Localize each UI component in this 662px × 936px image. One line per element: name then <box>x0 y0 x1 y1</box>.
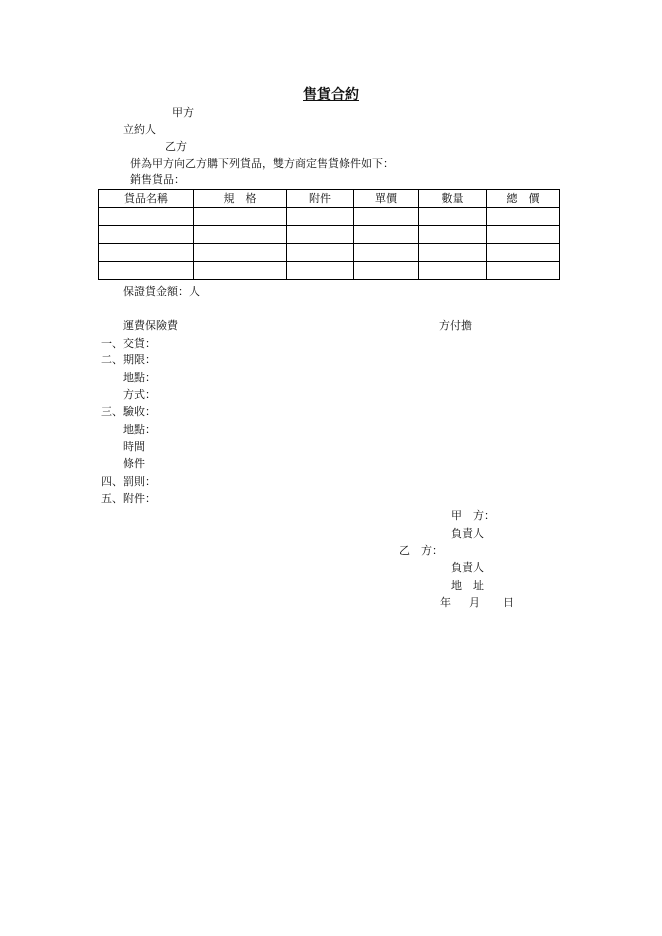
inspection-condition: 條件 <box>123 457 145 470</box>
shipping-insurance: 運費保險費 <box>123 319 178 332</box>
table-cell <box>354 226 419 244</box>
signature-party-a: 甲 方： <box>451 509 495 522</box>
table-cell <box>194 244 287 262</box>
table-cell <box>487 226 560 244</box>
date-year: 年 <box>440 596 451 609</box>
header-cell: 單價 <box>354 190 419 208</box>
clause-attachment: 五、附件： <box>101 492 156 505</box>
clause-delivery: 一、交貨： <box>101 337 156 350</box>
table-cell <box>419 226 487 244</box>
inspection-time: 時間 <box>123 440 145 453</box>
table-cell <box>99 244 194 262</box>
table-cell <box>194 262 287 280</box>
guarantee-amount: 保證貨金額：人 <box>123 285 200 298</box>
table-cell <box>419 208 487 226</box>
term-method: 方式： <box>123 388 156 401</box>
header-cell: 附件 <box>287 190 354 208</box>
table-header-row <box>99 190 560 208</box>
party-a-label: 甲方 <box>172 106 194 119</box>
table-cell <box>354 208 419 226</box>
table-cell <box>419 262 487 280</box>
header-cell: 貨品名稱 <box>99 190 194 208</box>
document-title: 售貨合約 <box>303 87 359 103</box>
clause-penalty: 四、罰則： <box>101 475 156 488</box>
table-cell <box>99 262 194 280</box>
party-b-representative: 負責人 <box>451 561 484 574</box>
table-cell <box>194 208 287 226</box>
table-cell <box>99 208 194 226</box>
paid-by: 方付擔 <box>439 319 472 332</box>
table-row <box>99 226 560 244</box>
table-cell <box>287 208 354 226</box>
clause-term: 二、期限： <box>101 353 156 366</box>
goods-heading: 銷售貨品： <box>130 173 185 186</box>
table-cell <box>419 244 487 262</box>
inspection-location: 地點： <box>123 423 156 436</box>
date-month: 月 <box>469 596 480 609</box>
table-cell <box>99 226 194 244</box>
header-cell: 規 格 <box>194 190 287 208</box>
table-cell <box>287 244 354 262</box>
clause-inspection: 三、驗收： <box>101 405 156 418</box>
intro-text: 併為甲方向乙方購下列貨品，雙方商定售貨條件如下： <box>130 157 394 170</box>
party-a-representative: 負責人 <box>451 527 484 540</box>
table-cell <box>194 226 287 244</box>
date-day: 日 <box>503 596 514 609</box>
signature-party-b: 乙 方： <box>399 544 443 557</box>
table-row <box>99 244 560 262</box>
header-cell: 總 價 <box>487 190 560 208</box>
signatory-label: 立約人 <box>123 123 156 136</box>
header-cell: 數量 <box>419 190 487 208</box>
table-cell <box>487 244 560 262</box>
table-cell <box>287 226 354 244</box>
term-location: 地點： <box>123 371 156 384</box>
address-label: 地 址 <box>451 579 484 592</box>
table-row <box>99 262 560 280</box>
table-cell <box>487 262 560 280</box>
table-row <box>99 208 560 226</box>
table-cell <box>354 244 419 262</box>
table-cell <box>354 262 419 280</box>
goods-table <box>98 189 560 280</box>
table-cell <box>287 262 354 280</box>
table-cell <box>487 208 560 226</box>
party-b-label: 乙方 <box>165 140 187 153</box>
